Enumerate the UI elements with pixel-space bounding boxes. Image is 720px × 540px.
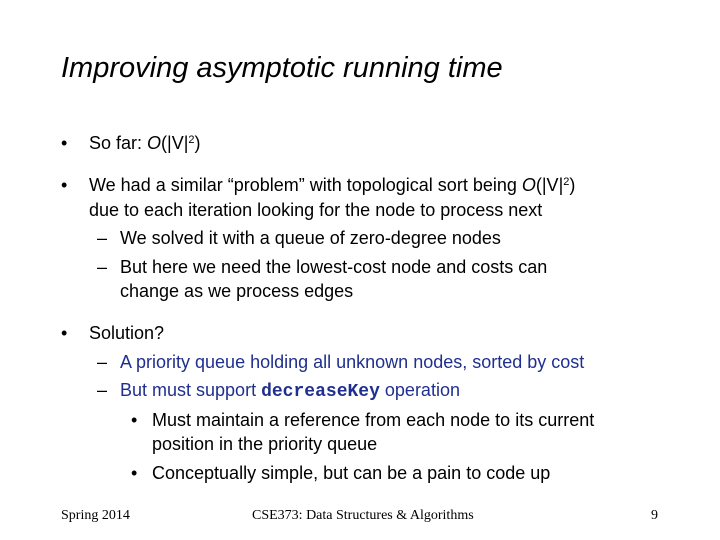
slide-title: Improving asymptotic running time <box>61 52 503 84</box>
exponent: 2 <box>188 134 195 146</box>
decrease-key-pre: But must support <box>120 380 262 400</box>
decrease-key-post: operation <box>379 380 460 400</box>
subsub-reference-line1: Must maintain a reference from each node to its current <box>152 410 595 430</box>
sub-zero-degree-queue: We solved it with a queue of zero-degree nodes <box>120 228 501 248</box>
big-o-close: ) <box>194 133 201 153</box>
bullet-so-far <box>89 132 201 154</box>
bullet-marker: • <box>61 133 68 153</box>
bullet-marker: • <box>61 175 68 195</box>
dash-marker: – <box>97 380 108 400</box>
big-o: O <box>521 175 536 195</box>
bullet-marker: • <box>61 323 68 343</box>
bullet-marker: • <box>131 410 138 430</box>
big-o-open: (|V| <box>535 175 564 195</box>
topo-text: We had a similar “problem” with topological sort being <box>89 175 522 195</box>
sub-lowest-cost-line1: But here we need the lowest-cost node and costs can <box>120 257 548 277</box>
page-number: 9 <box>651 508 658 523</box>
dash-marker: – <box>97 257 108 277</box>
bullet-topo-line1 <box>89 174 575 196</box>
big-o-close: ) <box>569 175 576 195</box>
dash-marker: – <box>97 228 108 248</box>
bullet-topo-line2: due to each iteration looking for the node to process next <box>89 200 543 220</box>
so-far-prefix: So far: <box>89 133 148 153</box>
bullet-solution: Solution? <box>89 323 165 343</box>
subsub-conceptually-simple: Conceptually simple, but can be a pain to code up <box>152 463 551 483</box>
sub-priority-queue: A priority queue holding all unknown nodes, sorted by cost <box>120 352 585 372</box>
decrease-key-code: decreaseKey <box>261 382 380 402</box>
sub-lowest-cost-line2: change as we process edges <box>120 281 354 301</box>
footer-course: CSE373: Data Structures & Algorithms <box>252 508 474 523</box>
exponent: 2 <box>563 176 570 188</box>
big-o: O <box>147 133 162 153</box>
big-o-open: (|V| <box>161 133 189 153</box>
subsub-reference-line2: position in the priority queue <box>152 434 378 454</box>
sub-decrease-key <box>120 379 460 403</box>
dash-marker: – <box>97 352 108 372</box>
bullet-marker: • <box>131 463 138 483</box>
footer-term: Spring 2014 <box>61 508 130 523</box>
